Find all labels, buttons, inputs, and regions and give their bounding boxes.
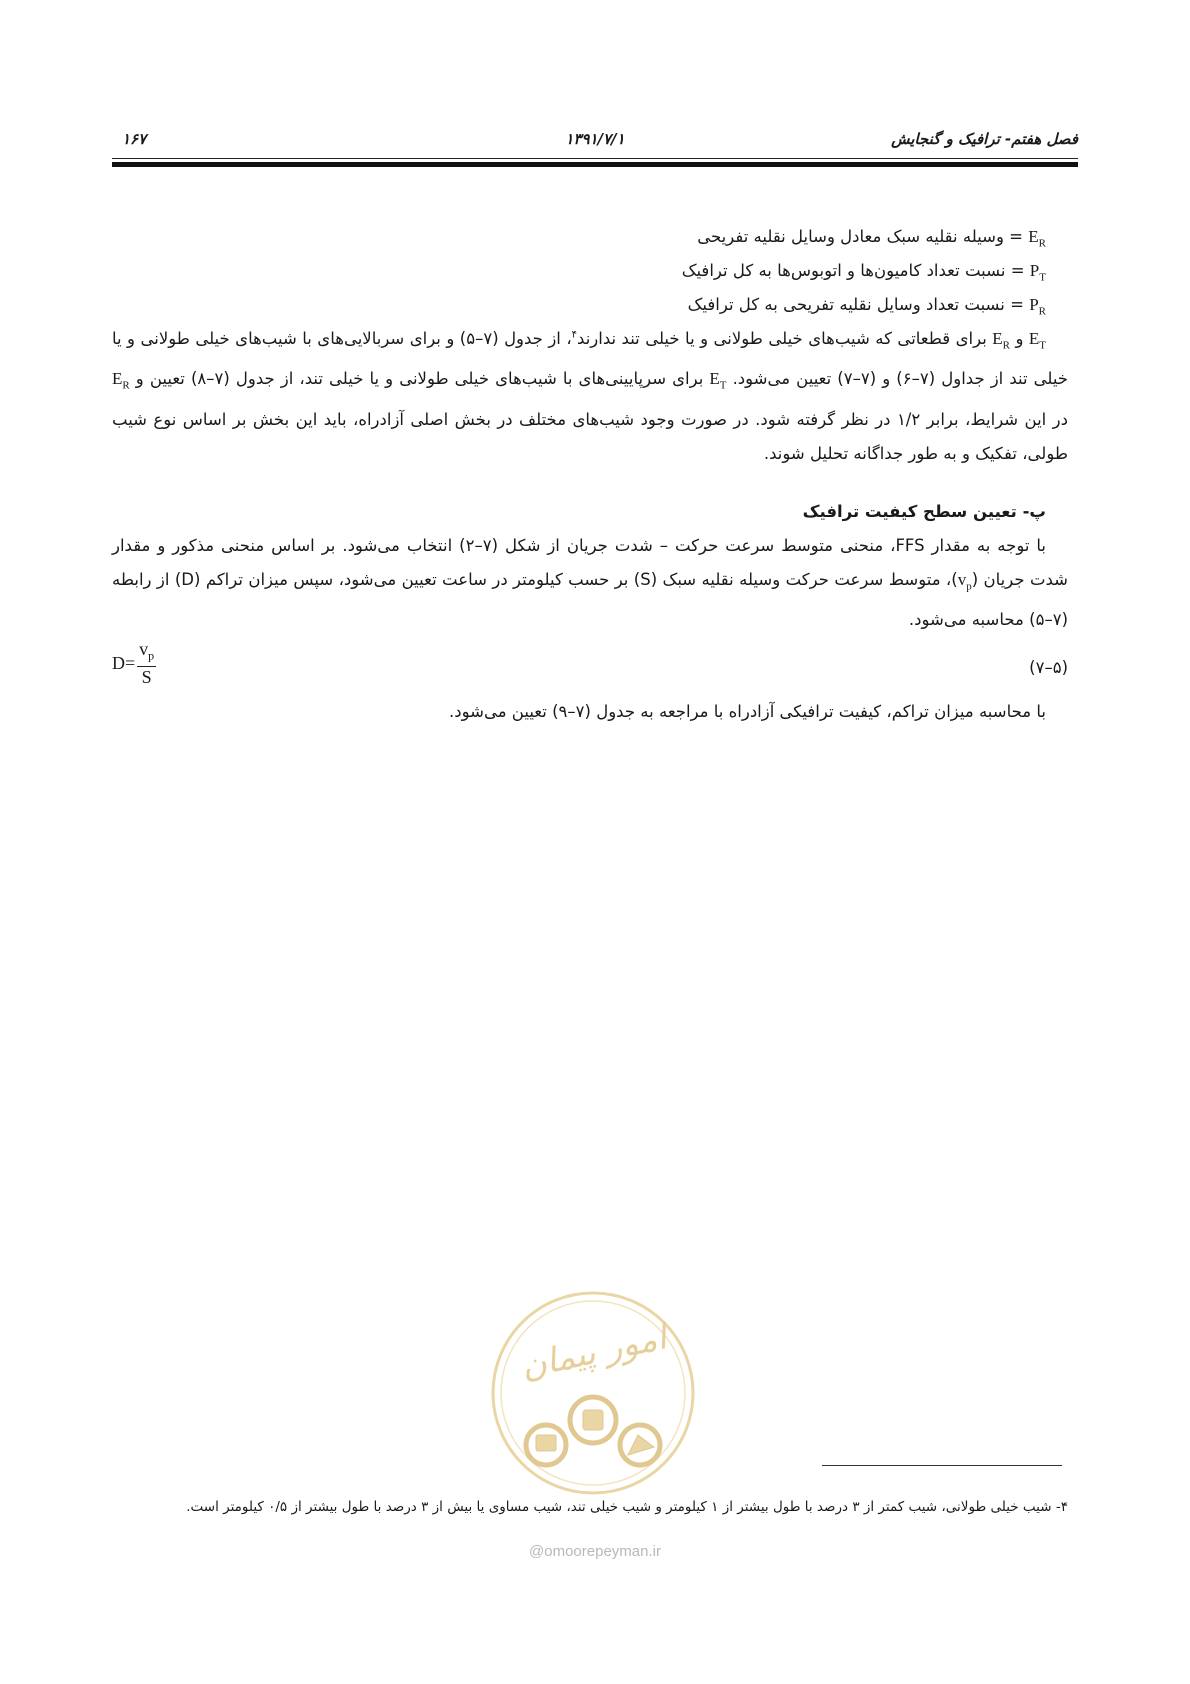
chapter-title: فصل هفتم- ترافیک و گنجایش — [891, 130, 1078, 148]
definition-text: = نسبت تعداد کامیون‌ها و اتوبوس‌ها به کل ترافیک — [681, 261, 1025, 280]
section-heading: پ- تعیین سطح کیفیت ترافیک — [802, 501, 1046, 521]
fraction: $\frac{v_p}{S}$ — [139, 639, 155, 687]
paragraph-grades: $E_T$ و $E_R$ برای قطعاتی که شیب‌های خیلی طولانی و یا خیلی تند ندارند$^۴$، از جدول (۷–۵) و برای سربالایی‌های با شیب‌های خیلی طولانی و یا خیلی تند از جداول (۷–۶) و (۷–۷) تعیین می‌شود. $E_T$ برای سرپایینی‌های با شیب‌های خیلی طولانی و یا خیلی تند، از جدول (۷–۸) تعیین و $E_R$ در این شرایط، برابر ۱/۲ در نظر گرفته شود. در صورت وجود شیب‌های مختلف در بخش اصلی آزادراه، باید این بخش بر اساس نوع شیب طولی، تفکیک و به طور جداگانه تحلیل شوند. — [112, 329, 1069, 463]
definition-text: = وسیله نقلیه سبک معادل وسایل نقلیه تفریحی — [697, 227, 1024, 246]
equation-row — [112, 639, 1068, 695]
page-number: ۱۶۷ — [122, 130, 147, 148]
definition-er: $E_R$ = وسیله نقلیه سبک معادل وسایل نقلیه تفریحی — [697, 227, 1046, 250]
definition-pr: $P_R$ = نسبت تعداد وسایل نقلیه تفریحی به کل ترافیک — [687, 295, 1046, 318]
watermark-url: @omoorepeyman.ir — [529, 1543, 661, 1560]
header-rule-thin — [112, 158, 1078, 159]
footnote: ۴- شیب خیلی طولانی، شیب کمتر از ۳ درصد با طول بیشتر از ۱ کیلومتر و شیب خیلی تند، شیب مساوی یا بیش از ۳ درصد با طول بیشتر از ۰/۵ کیلومتر است. — [186, 1499, 1068, 1515]
density-formula: D= $\frac{v_p}{S}$ — [112, 639, 155, 687]
footnote-marker[interactable]: ۴ — [571, 329, 578, 341]
header-date: ۱۳۹۱/۷/۱ — [565, 130, 625, 148]
header-rule-thick — [112, 162, 1078, 167]
svg-text:امور پیمان: امور پیمان — [517, 1317, 670, 1388]
paragraph-los: با محاسبه میزان تراکم، کیفیت ترافیکی آزادراه با مراجعه به جدول (۷–۹) تعیین می‌شود. — [449, 702, 1046, 722]
footnote-rule — [822, 1465, 1062, 1466]
equation-number: (۵–۷) — [1029, 658, 1068, 678]
watermark-logo-icon — [478, 1285, 708, 1500]
paragraph-density: با توجه به مقدار FFS، منحنی متوسط سرعت حرکت – شدت جریان از شکل (۷–۲) انتخاب می‌شود. بر اساس منحنی مذکور و مقدار شدت جریان $(v_p)،$ متوسط سرعت حرکت وسیله نقلیه سبک (S) بر حسب کیلومتر در ساعت تعیین می‌شود، سپس میزان تراکم (D) از رابطه (۷–۵) محاسبه می‌شود. — [112, 535, 1068, 630]
definition-pt: $P_T$ = نسبت تعداد کامیون‌ها و اتوبوس‌ها به کل ترافیک — [681, 261, 1046, 284]
definition-text: = نسبت تعداد وسایل نقلیه تفریحی به کل ترافیک — [687, 295, 1024, 314]
running-header — [112, 128, 1078, 154]
body-text — [112, 220, 1068, 729]
